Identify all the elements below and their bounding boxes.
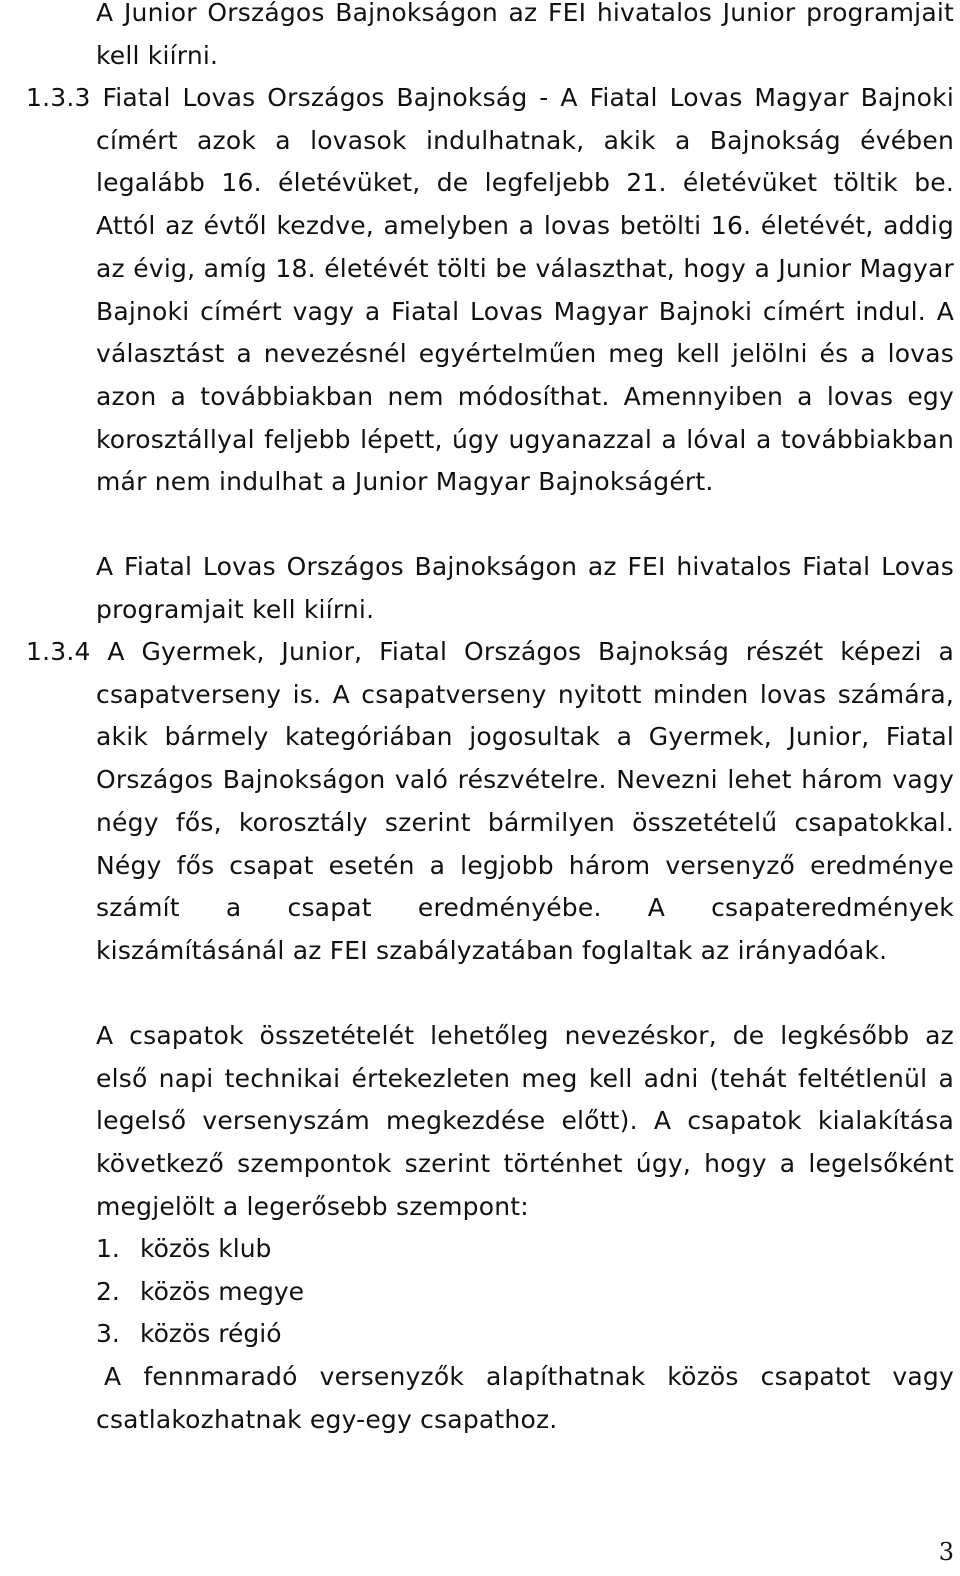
paragraph-remaining-riders: A fennmaradó versenyzők alapíthatnak közös csapatot vagy csatlakozhatnak egy-egy csapathoz. [96, 1362, 954, 1434]
list-item-text: közös megye [140, 1277, 305, 1306]
page-number: 3 [938, 1538, 954, 1566]
paragraph-junior-programs: A Junior Országos Bajnokságon az FEI hivatalos Junior programjait kell kiírni. [96, 0, 954, 70]
list-item-number: 2. [96, 1277, 120, 1306]
paragraph-fiatal-programs: A Fiatal Lovas Országos Bajnokságon az FEI hivatalos Fiatal Lovas programjait kell kiírni. [96, 552, 954, 624]
list-item-text: közös klub [140, 1234, 272, 1263]
paragraph-1-3-3: 1.3.3 Fiatal Lovas Országos Bajnokság - A Fiatal Lovas Magyar Bajnoki címért azok a lovasok indulhatnak, akik a Bajnokság évében legalább 16. életévüket, de legfeljebb 21. életévüket töltik be. Attól az évtől kezdve, amelyben a lovas betölti 16. életévét, addig az évig, amíg 18. életévét tölti be választhat, hogy a Junior Magyar Bajnoki címért vagy a Fiatal Lovas Magyar Bajnoki címért indul. A választást a nevezésnél egyértelműen meg kell jelölni és a lovas azon a továbbiakban nem módosíthat. Amennyiben a lovas egy korosztállyal feljebb lépett, úgy ugyanazzal a lóval a továbbiakban már nem indulhat a Junior Magyar Bajnokságért. [26, 83, 954, 497]
paragraph-team-composition: A csapatok összetételét lehetőleg nevezéskor, de legkésőbb az első napi technikai értekezleten meg kell adni (tehát feltétlenül a legelső versenyszám megkezdése előtt). A csapatok kialakítása következő szempontok szerint történhet úgy, hogy a legelsőként megjelölt a legerősebb szempont: [96, 1021, 954, 1221]
list-item-number: 3. [96, 1319, 120, 1348]
list-item [96, 1228, 271, 1271]
list-item [96, 1313, 282, 1356]
paragraph-1-3-4: 1.3.4 A Gyermek, Junior, Fiatal Országos Bajnokság részét képezi a csapatverseny is. A csapatverseny nyitott minden lovas számára, akik bármely kategóriában jogosultak a Gyermek, Junior, Fiatal Országos Bajnokságon való részvételre. Nevezni lehet három vagy négy fős, korosztály szerint bármilyen összetételű csapatokkal. Négy fős csapat esetén a legjobb három versenyző eredménye számít a csapat eredményébe. A csapateredmények kiszámításánál az FEI szabályzatában foglaltak az irányadóak. [26, 637, 954, 965]
list-item-number: 1. [96, 1234, 120, 1263]
list-item [96, 1271, 304, 1314]
list-item-text: közös régió [140, 1319, 282, 1348]
